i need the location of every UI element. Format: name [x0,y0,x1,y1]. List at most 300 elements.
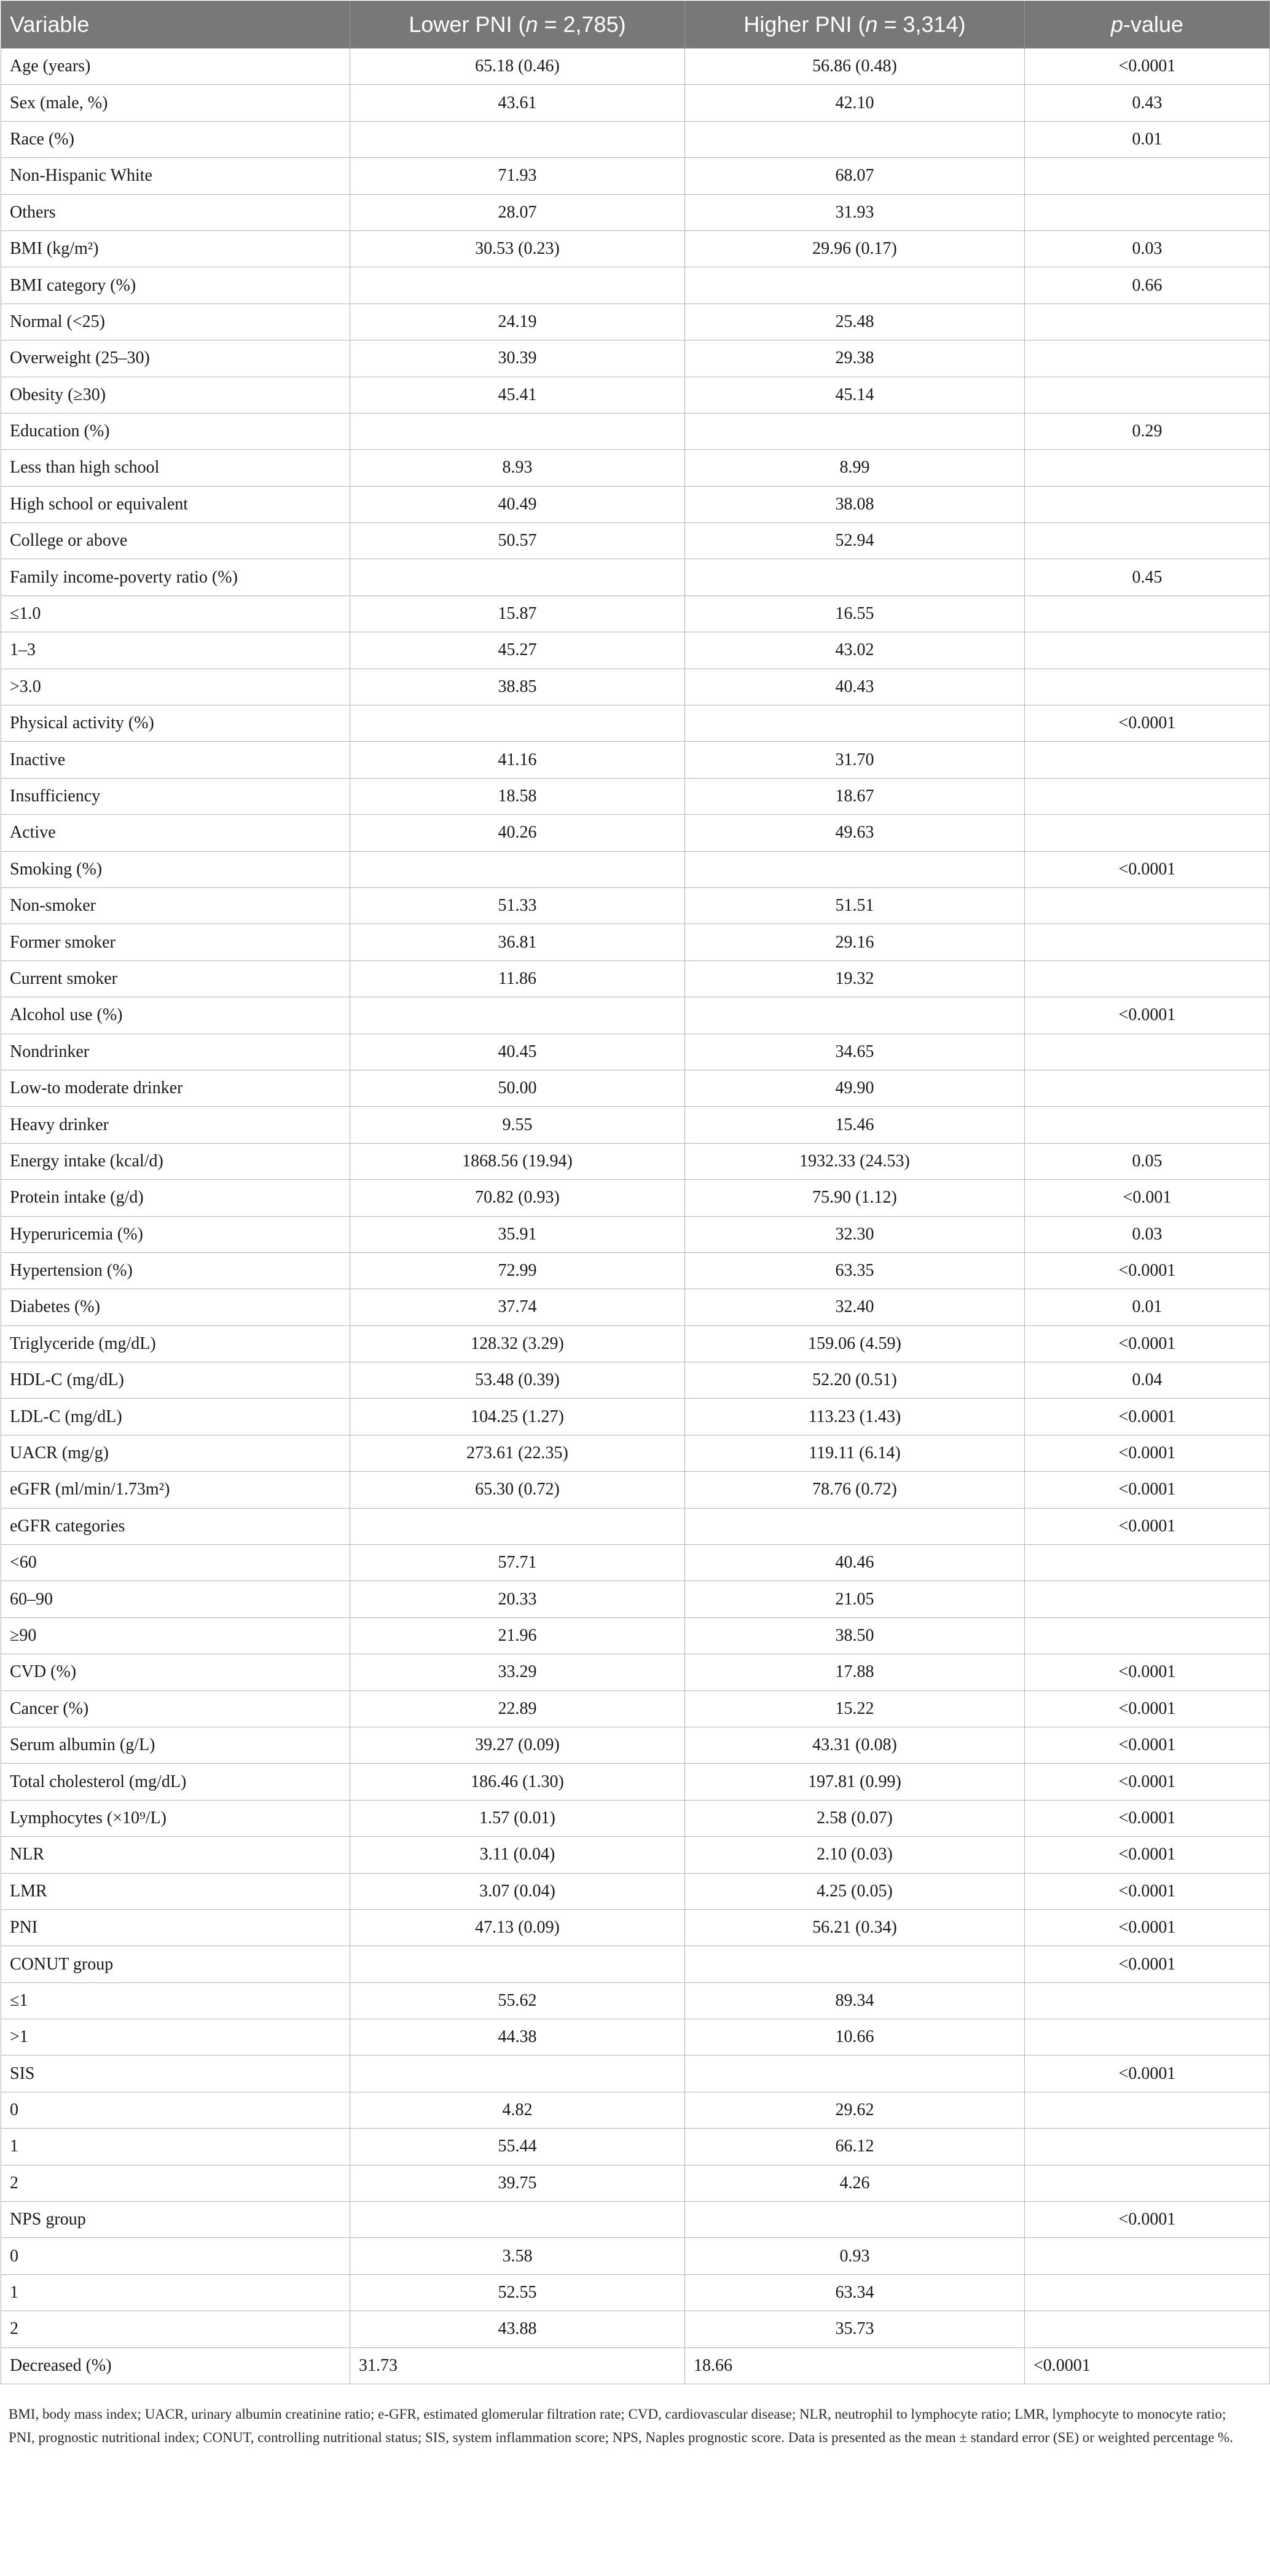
lower-pni-cell: 50.00 [350,1070,685,1106]
lower-pni-cell: 40.26 [350,815,685,851]
higher-pni-cell: 15.46 [685,1107,1025,1143]
table-row [1,49,1270,85]
table-row [1,1654,1270,1690]
lower-pni-cell [350,267,685,304]
lower-pni-cell: 11.86 [350,960,685,997]
table-row [1,2019,1270,2056]
lower-pni-cell: 44.38 [350,2019,685,2056]
table-row [1,1107,1270,1143]
p-value-cell: <0.0001 [1025,2347,1270,2384]
table-row [1,669,1270,705]
variable-cell: Alcohol use (%) [1,997,350,1034]
variable-cell: Total cholesterol (mg/dL) [1,1764,350,1800]
table-row [1,960,1270,997]
higher-pni-cell: 34.65 [685,1034,1025,1070]
lower-pni-cell: 70.82 (0.93) [350,1180,685,1216]
table-row [1,1545,1270,1581]
lower-pni-cell [350,705,685,742]
header-row [1,1,1270,49]
table-row [1,450,1270,486]
p-value-cell [1025,2165,1270,2201]
higher-pni-cell: 40.46 [685,1545,1025,1581]
higher-pni-cell: 56.86 (0.48) [685,49,1025,85]
p-value-cell: <0.0001 [1025,705,1270,742]
variable-cell: Current smoker [1,960,350,997]
lower-pni-cell: 52.55 [350,2274,685,2311]
variable-cell: eGFR categories [1,1508,350,1544]
variable-cell: CVD (%) [1,1654,350,1690]
p-value-cell: <0.0001 [1025,1909,1270,1946]
variable-cell: 2 [1,2311,350,2347]
table-row [1,2056,1270,2092]
higher-pni-cell: 63.34 [685,2274,1025,2311]
variable-cell: Heavy drinker [1,1107,350,1143]
higher-pni-cell: 29.96 (0.17) [685,230,1025,267]
table-row [1,778,1270,814]
variable-cell: Sex (male, %) [1,85,350,121]
lower-pni-cell: 40.49 [350,486,685,522]
table-row [1,1435,1270,1471]
table-row [1,1508,1270,1544]
table-row [1,2311,1270,2347]
variable-cell: Low-to moderate drinker [1,1070,350,1106]
p-value-cell [1025,2311,1270,2347]
p-value-cell: <0.0001 [1025,49,1270,85]
variable-cell: ≤1.0 [1,595,350,632]
higher-pni-cell [685,413,1025,449]
variable-cell: 1 [1,2274,350,2311]
variable-cell: 1–3 [1,632,350,669]
variable-cell: High school or equivalent [1,486,350,522]
p-value-cell [1025,887,1270,924]
higher-pni-cell [685,2202,1025,2238]
p-value-cell: <0.0001 [1025,1837,1270,1873]
table-row [1,121,1270,157]
header-lower-pni: Lower PNI (n = 2,785) [350,1,685,49]
variable-cell: 60–90 [1,1581,350,1617]
higher-pni-cell: 25.48 [685,304,1025,340]
p-value-cell [1025,523,1270,559]
p-value-cell: <0.0001 [1025,1472,1270,1508]
lower-pni-cell: 43.88 [350,2311,685,2347]
higher-pni-cell: 113.23 (1.43) [685,1399,1025,1435]
table-row [1,1180,1270,1216]
lower-pni-cell: 33.29 [350,1654,685,1690]
variable-cell: Race (%) [1,121,350,157]
table-row [1,997,1270,1034]
higher-pni-cell: 18.66 [685,2347,1025,2384]
p-value-cell: 0.01 [1025,121,1270,157]
higher-pni-cell: 75.90 (1.12) [685,1180,1025,1216]
table-row [1,1581,1270,1617]
lower-pni-cell: 53.48 (0.39) [350,1362,685,1399]
p-value-cell: 0.05 [1025,1143,1270,1179]
header-p-value: p-value [1025,1,1270,49]
table-row [1,595,1270,632]
lower-pni-cell: 36.81 [350,924,685,960]
lower-pni-cell: 72.99 [350,1252,685,1289]
p-value-cell [1025,1107,1270,1143]
higher-pni-cell [685,121,1025,157]
lower-pni-cell: 3.11 (0.04) [350,1837,685,1873]
p-value-cell [1025,377,1270,413]
variable-cell: Education (%) [1,413,350,449]
table-row [1,1727,1270,1763]
table-row [1,2274,1270,2311]
higher-pni-cell: 66.12 [685,2129,1025,2165]
higher-pni-cell: 43.31 (0.08) [685,1727,1025,1763]
higher-pni-cell: 21.05 [685,1581,1025,1617]
variable-cell: 0 [1,2238,350,2274]
table-row [1,2092,1270,2128]
lower-pni-cell: 22.89 [350,1690,685,1727]
table-row [1,1909,1270,1946]
table-row [1,1362,1270,1399]
higher-pni-cell: 31.70 [685,742,1025,778]
higher-pni-cell: 197.81 (0.99) [685,1764,1025,1800]
lower-pni-cell: 37.74 [350,1289,685,1325]
table-row [1,1800,1270,1836]
p-value-cell [1025,924,1270,960]
lower-pni-cell [350,2202,685,2238]
table-row [1,559,1270,595]
table-row [1,340,1270,377]
p-value-cell: <0.0001 [1025,997,1270,1034]
variable-cell: Lymphocytes (×10⁹/L) [1,1800,350,1836]
variable-cell: 0 [1,2092,350,2128]
variable-cell: Energy intake (kcal/d) [1,1143,350,1179]
variable-cell: BMI (kg/m²) [1,230,350,267]
variable-cell: >3.0 [1,669,350,705]
table-row [1,924,1270,960]
higher-pni-cell: 18.67 [685,778,1025,814]
lower-pni-cell: 3.07 (0.04) [350,1873,685,1909]
higher-pni-cell: 32.30 [685,1216,1025,1252]
table-row [1,1289,1270,1325]
p-value-cell [1025,1034,1270,1070]
variable-cell: Nondrinker [1,1034,350,1070]
higher-pni-cell: 49.63 [685,815,1025,851]
variable-cell: NLR [1,1837,350,1873]
p-value-cell: 0.03 [1025,1216,1270,1252]
higher-pni-cell: 17.88 [685,1654,1025,1690]
higher-pni-cell: 43.02 [685,632,1025,669]
p-value-cell [1025,2274,1270,2311]
higher-pni-cell: 10.66 [685,2019,1025,2056]
higher-pni-cell: 52.94 [685,523,1025,559]
higher-pni-cell: 8.99 [685,450,1025,486]
p-value-cell: <0.0001 [1025,1508,1270,1544]
variable-cell: NPS group [1,2202,350,2238]
p-value-cell [1025,669,1270,705]
higher-pni-cell: 119.11 (6.14) [685,1435,1025,1471]
table-row [1,1873,1270,1909]
higher-pni-cell: 40.43 [685,669,1025,705]
p-value-cell: 0.29 [1025,413,1270,449]
lower-pni-cell: 31.73 [350,2347,685,2384]
higher-pni-cell: 159.06 (4.59) [685,1325,1025,1362]
lower-pni-cell: 8.93 [350,450,685,486]
lower-pni-cell: 104.25 (1.27) [350,1399,685,1435]
variable-cell: Family income-poverty ratio (%) [1,559,350,595]
variable-cell: Former smoker [1,924,350,960]
p-value-cell [1025,2019,1270,2056]
lower-pni-cell: 128.32 (3.29) [350,1325,685,1362]
p-value-cell [1025,595,1270,632]
higher-pni-cell: 68.07 [685,158,1025,194]
p-value-cell [1025,304,1270,340]
higher-pni-cell [685,705,1025,742]
variable-cell: eGFR (ml/min/1.73m²) [1,1472,350,1508]
p-value-cell [1025,1982,1270,2019]
lower-pni-cell: 30.39 [350,340,685,377]
higher-pni-cell: 4.26 [685,2165,1025,2201]
lower-pni-cell: 41.16 [350,742,685,778]
variable-cell: ≥90 [1,1617,350,1654]
p-value-cell: <0.0001 [1025,1252,1270,1289]
variable-cell: Age (years) [1,49,350,85]
lower-pni-cell: 50.57 [350,523,685,559]
higher-pni-cell [685,2056,1025,2092]
table-body [1,49,1270,2384]
lower-pni-cell: 43.61 [350,85,685,121]
lower-pni-cell: 18.58 [350,778,685,814]
table-row [1,1070,1270,1106]
lower-pni-cell: 38.85 [350,669,685,705]
header-variable: Variable [1,1,350,49]
table-row [1,377,1270,413]
lower-pni-cell [350,559,685,595]
table-row [1,2238,1270,2274]
variable-cell: Hyperuricemia (%) [1,1216,350,1252]
p-value-cell: 0.04 [1025,1362,1270,1399]
table-row [1,887,1270,924]
table-row [1,705,1270,742]
p-value-cell [1025,1545,1270,1581]
p-value-cell: <0.0001 [1025,1727,1270,1763]
higher-pni-cell: 4.25 (0.05) [685,1873,1025,1909]
variable-cell: Cancer (%) [1,1690,350,1727]
p-value-cell: <0.0001 [1025,1690,1270,1727]
p-value-cell [1025,960,1270,997]
table-row [1,523,1270,559]
table-row [1,1216,1270,1252]
table-row [1,1143,1270,1179]
table-row [1,158,1270,194]
p-value-cell [1025,450,1270,486]
lower-pni-cell: 35.91 [350,1216,685,1252]
p-value-cell: <0.0001 [1025,1946,1270,1982]
table-row [1,304,1270,340]
variable-cell: Protein intake (g/d) [1,1180,350,1216]
table-footnote: BMI, body mass index; UACR, urinary albumin creatinine ratio; e-GFR, estimated glomerular filtration rate; CVD, cardiovascular disease; NLR, neutrophil to lymphocyte ratio; LMR, lymphocyte to monocyte ratio; PNI, prognostic nutritional index; CONUT, controlling nutritional status; SIS, system inflammation score; NPS, Naples prognostic score. Data is presented as the mean ± standard error (SE) or weighted percentage %. [9,2406,1233,2445]
lower-pni-cell: 40.45 [350,1034,685,1070]
baseline-characteristics-table [1,1,1270,2384]
p-value-cell: <0.001 [1025,1180,1270,1216]
lower-pni-cell [350,1508,685,1544]
table-row [1,1982,1270,2019]
higher-pni-cell: 1932.33 (24.53) [685,1143,1025,1179]
variable-cell: BMI category (%) [1,267,350,304]
p-value-cell [1025,742,1270,778]
higher-pni-cell: 49.90 [685,1070,1025,1106]
lower-pni-cell [350,997,685,1034]
table-row [1,1617,1270,1654]
higher-pni-cell: 42.10 [685,85,1025,121]
p-value-cell: 0.45 [1025,559,1270,595]
higher-pni-cell [685,851,1025,887]
p-value-cell: 0.03 [1025,230,1270,267]
variable-cell: Serum albumin (g/L) [1,1727,350,1763]
variable-cell: Obesity (≥30) [1,377,350,413]
table-header [1,1,1270,49]
lower-pni-cell: 15.87 [350,595,685,632]
higher-pni-cell: 38.08 [685,486,1025,522]
p-value-cell [1025,486,1270,522]
p-value-cell: <0.0001 [1025,1399,1270,1435]
p-value-cell [1025,632,1270,669]
lower-pni-cell: 1868.56 (19.94) [350,1143,685,1179]
p-value-cell: <0.0001 [1025,1435,1270,1471]
lower-pni-cell: 55.62 [350,1982,685,2019]
higher-pni-cell: 63.35 [685,1252,1025,1289]
higher-pni-cell [685,1508,1025,1544]
variable-cell: Active [1,815,350,851]
higher-pni-cell: 29.62 [685,2092,1025,2128]
table-row [1,194,1270,230]
higher-pni-cell: 32.40 [685,1289,1025,1325]
variable-cell: LMR [1,1873,350,1909]
variable-cell: CONUT group [1,1946,350,1982]
higher-pni-cell: 2.10 (0.03) [685,1837,1025,1873]
lower-pni-cell: 3.58 [350,2238,685,2274]
p-value-cell [1025,158,1270,194]
table-row [1,2347,1270,2384]
lower-pni-cell: 273.61 (22.35) [350,1435,685,1471]
variable-cell: Insufficiency [1,778,350,814]
p-value-cell: <0.0001 [1025,1764,1270,1800]
p-value-cell [1025,1581,1270,1617]
p-value-cell: <0.0001 [1025,1873,1270,1909]
table-row [1,1252,1270,1289]
variable-cell: Triglyceride (mg/dL) [1,1325,350,1362]
lower-pni-cell: 30.53 (0.23) [350,230,685,267]
lower-pni-cell: 65.18 (0.46) [350,49,685,85]
p-value-cell [1025,340,1270,377]
lower-pni-cell: 28.07 [350,194,685,230]
variable-cell: UACR (mg/g) [1,1435,350,1471]
table-row [1,2202,1270,2238]
higher-pni-cell [685,559,1025,595]
lower-pni-cell: 45.27 [350,632,685,669]
table-row [1,632,1270,669]
p-value-cell: <0.0001 [1025,2202,1270,2238]
variable-cell: >1 [1,2019,350,2056]
higher-pni-cell: 16.55 [685,595,1025,632]
lower-pni-cell: 186.46 (1.30) [350,1764,685,1800]
variable-cell: Less than high school [1,450,350,486]
higher-pni-cell: 78.76 (0.72) [685,1472,1025,1508]
higher-pni-cell: 38.50 [685,1617,1025,1654]
lower-pni-cell: 39.75 [350,2165,685,2201]
p-value-cell [1025,2129,1270,2165]
p-value-cell: <0.0001 [1025,851,1270,887]
p-value-cell: 0.43 [1025,85,1270,121]
variable-cell: Non-Hispanic White [1,158,350,194]
p-value-cell [1025,1617,1270,1654]
lower-pni-cell: 71.93 [350,158,685,194]
p-value-cell: <0.0001 [1025,1654,1270,1690]
variable-cell: Decreased (%) [1,2347,350,2384]
higher-pni-cell: 19.32 [685,960,1025,997]
variable-cell: Diabetes (%) [1,1289,350,1325]
table-row [1,1764,1270,1800]
variable-cell: Physical activity (%) [1,705,350,742]
variable-cell: 1 [1,2129,350,2165]
table-row [1,815,1270,851]
variable-cell: Inactive [1,742,350,778]
table-row [1,1399,1270,1435]
lower-pni-cell [350,413,685,449]
higher-pni-cell: 15.22 [685,1690,1025,1727]
p-value-cell [1025,1070,1270,1106]
p-value-cell: 0.66 [1025,267,1270,304]
higher-pni-cell: 89.34 [685,1982,1025,2019]
table-row [1,2165,1270,2201]
table-row [1,1690,1270,1727]
variable-cell: SIS [1,2056,350,2092]
header-higher-pni: Higher PNI (n = 3,314) [685,1,1025,49]
lower-pni-cell: 47.13 (0.09) [350,1909,685,1946]
table-row [1,486,1270,522]
higher-pni-cell [685,1946,1025,1982]
variable-cell: Non-smoker [1,887,350,924]
table-row [1,1325,1270,1362]
variable-cell: <60 [1,1545,350,1581]
table-row [1,413,1270,449]
higher-pni-cell: 52.20 (0.51) [685,1362,1025,1399]
lower-pni-cell [350,121,685,157]
variable-cell: College or above [1,523,350,559]
p-value-cell [1025,194,1270,230]
variable-cell: Smoking (%) [1,851,350,887]
p-value-cell: <0.0001 [1025,2056,1270,2092]
higher-pni-cell [685,267,1025,304]
table-row [1,2129,1270,2165]
variable-cell: PNI [1,1909,350,1946]
lower-pni-cell: 57.71 [350,1545,685,1581]
higher-pni-cell: 51.51 [685,887,1025,924]
higher-pni-cell: 56.21 (0.34) [685,1909,1025,1946]
lower-pni-cell: 9.55 [350,1107,685,1143]
p-value-cell [1025,778,1270,814]
lower-pni-cell [350,1946,685,1982]
table-row [1,1472,1270,1508]
higher-pni-cell: 31.93 [685,194,1025,230]
lower-pni-cell [350,851,685,887]
p-value-cell [1025,2092,1270,2128]
variable-cell: LDL-C (mg/dL) [1,1399,350,1435]
table-row [1,1946,1270,1982]
table-row [1,1034,1270,1070]
variable-cell: Hypertension (%) [1,1252,350,1289]
higher-pni-cell: 35.73 [685,2311,1025,2347]
lower-pni-cell: 20.33 [350,1581,685,1617]
table-row [1,230,1270,267]
variable-cell: Normal (<25) [1,304,350,340]
variable-cell: ≤1 [1,1982,350,2019]
p-value-cell: 0.01 [1025,1289,1270,1325]
